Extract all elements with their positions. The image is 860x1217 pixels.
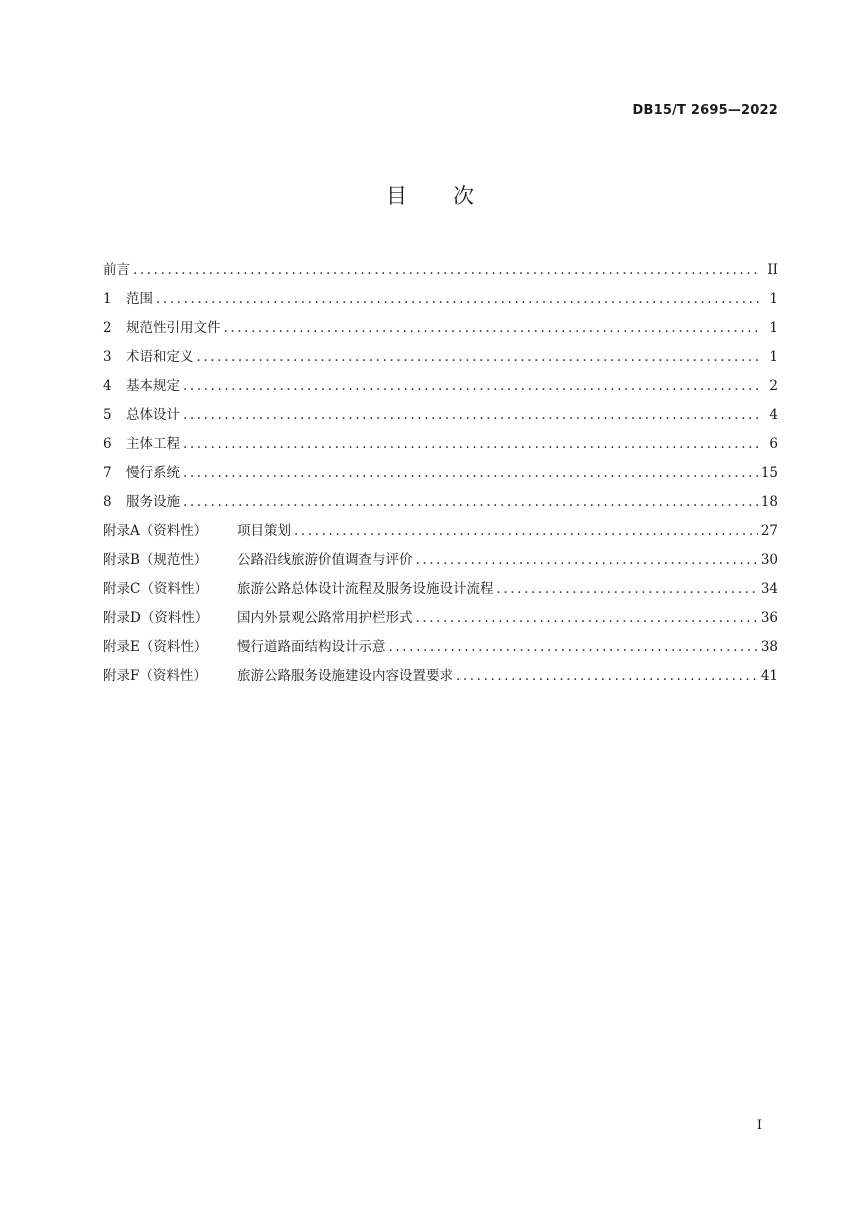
toc-entry-label: 7 慢行系统 xyxy=(103,462,180,484)
toc-entry-label: 前言 xyxy=(103,262,130,278)
toc-page-number: 34 xyxy=(760,581,778,597)
toc-entry-label: 附录C（资料性） 旅游公路总体设计流程及服务设施设计流程 xyxy=(103,578,494,600)
toc-page-number: 6 xyxy=(769,436,778,452)
toc-section-number: 3 xyxy=(103,349,112,365)
toc-section-number: 4 xyxy=(103,378,112,394)
toc-leader-dots xyxy=(416,607,758,629)
toc-entry-label: 3 术语和定义 xyxy=(103,346,194,368)
toc-page-number: 1 xyxy=(769,320,778,336)
toc-page-number: 18 xyxy=(760,494,778,510)
toc-entry-label: 5 总体设计 xyxy=(103,404,180,426)
toc-entry-label: 附录B（规范性） 公路沿线旅游价值调查与评价 xyxy=(103,549,413,571)
toc-page-number: 36 xyxy=(760,610,778,626)
toc-section-number: 7 xyxy=(103,465,112,481)
toc-leader-dots xyxy=(389,636,758,658)
toc-leader-dots xyxy=(224,317,762,339)
toc-entry-7[interactable] xyxy=(103,462,778,491)
toc-page-number: 41 xyxy=(760,668,778,684)
toc-leader-dots xyxy=(156,288,761,310)
toc-page-number: 38 xyxy=(760,639,778,655)
toc-appendix-number: 附录C（资料性） xyxy=(103,581,208,597)
toc-entry-label: 1 范围 xyxy=(103,288,153,310)
toc-appendix-number: 附录D（资料性） xyxy=(103,610,209,626)
toc-leader-dots xyxy=(183,491,758,513)
toc-entry-6[interactable] xyxy=(103,433,778,462)
toc-leader-dots xyxy=(183,462,758,484)
toc-entry-appendix-b[interactable] xyxy=(103,549,778,578)
toc-entry-label: 4 基本规定 xyxy=(103,375,180,397)
toc-entry-label: 附录D（资料性） 国内外景观公路常用护栏形式 xyxy=(103,607,413,629)
toc-appendix-number: 附录F（资料性） xyxy=(103,668,207,684)
toc-entry-4[interactable] xyxy=(103,375,778,404)
toc-leader-dots xyxy=(456,665,758,687)
toc-title: 目次 xyxy=(386,184,520,208)
toc-entry-8[interactable] xyxy=(103,491,778,520)
toc-appendix-number: 附录A（资料性） xyxy=(103,523,208,539)
toc-page-number: 30 xyxy=(760,552,778,568)
toc-entry-3[interactable] xyxy=(103,346,778,375)
toc-appendix-number: 附录E（资料性） xyxy=(103,639,208,655)
toc-entry-label: 附录F（资料性） 旅游公路服务设施建设内容设置要求 xyxy=(103,665,453,687)
toc-entry-label: 附录E（资料性） 慢行道路面结构设计示意 xyxy=(103,636,386,658)
toc-section-number: 6 xyxy=(103,436,112,452)
toc-leader-dots xyxy=(183,433,761,455)
toc-leader-dots xyxy=(197,346,762,368)
toc-appendix-number: 附录B（规范性） xyxy=(103,552,208,568)
toc-leader-dots xyxy=(497,578,758,600)
toc-page-number: II xyxy=(767,262,778,278)
toc-page-number: 1 xyxy=(769,291,778,307)
toc-section-number: 5 xyxy=(103,407,112,423)
toc-entry-2[interactable] xyxy=(103,317,778,346)
toc-section-number: 1 xyxy=(103,291,112,307)
toc-entry-label: 6 主体工程 xyxy=(103,433,180,455)
toc-section-number: 8 xyxy=(103,494,112,510)
toc-entry-appendix-a[interactable] xyxy=(103,520,778,549)
toc-page-number: 27 xyxy=(760,523,778,539)
toc-leader-dots xyxy=(183,404,761,426)
document-code: DB15/T 2695—2022 xyxy=(632,103,778,118)
toc-leader-dots xyxy=(133,259,761,281)
toc-page-number: 1 xyxy=(769,349,778,365)
toc-entry-foreword[interactable] xyxy=(103,259,778,288)
toc-entry-appendix-d[interactable] xyxy=(103,607,778,636)
toc-entry-5[interactable] xyxy=(103,404,778,433)
toc-page-number: 15 xyxy=(760,465,778,481)
toc-entry-appendix-f[interactable] xyxy=(103,665,778,694)
toc-entry-appendix-e[interactable] xyxy=(103,636,778,665)
toc-page-number: 2 xyxy=(769,378,778,394)
toc-entry-label: 8 服务设施 xyxy=(103,491,180,513)
toc-entry-label: 2 规范性引用文件 xyxy=(103,317,221,339)
toc-page-number: 4 xyxy=(769,407,778,423)
toc-leader-dots xyxy=(183,375,761,397)
toc-entry-appendix-c[interactable] xyxy=(103,578,778,607)
toc-section-number: 2 xyxy=(103,320,112,336)
toc-leader-dots xyxy=(294,520,758,542)
toc-entry-label: 附录A（资料性） 项目策划 xyxy=(103,520,291,542)
page-number: I xyxy=(756,1118,762,1133)
toc-entry-1[interactable] xyxy=(103,288,778,317)
toc-leader-dots xyxy=(416,549,758,571)
table-of-contents xyxy=(103,259,778,694)
